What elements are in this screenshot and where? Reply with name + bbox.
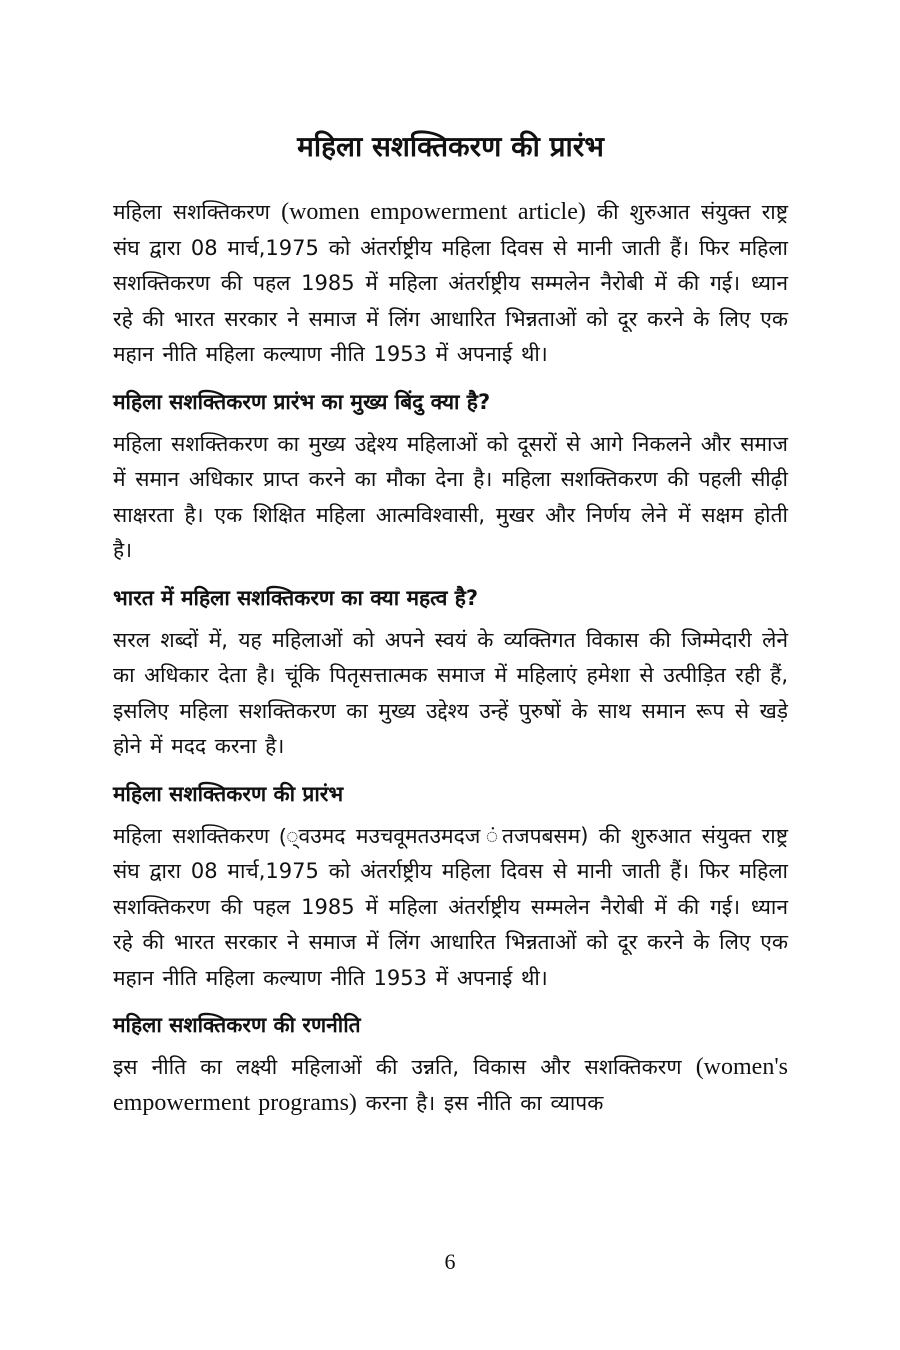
- section-paragraph-main-point: महिला सशक्तिकरण का मुख्य उद्देश्य महिलाओं को दूसरों से आगे निकलने और समाज में समान अधिकार प्राप्त करने का मौका देना है। महिला सशक्तिकरण की पहली सीढ़ी साक्षरता है। एक शिक्षित महिला आत्मविश्वासी, मुखर और निर्णय लेने में सक्षम होती है।: [113, 431, 788, 562]
- section-paragraph-strategy: [113, 1050, 788, 1121]
- section-heading-main-point: महिला सशक्तिकरण प्रारंभ का मुख्य बिंदु क्या है?: [113, 389, 491, 414]
- section-paragraph-beginning: महिला सशक्तिकरण (्वउमद मउचवूमतउमदज ंतजपबसम) की शुरुआत संयुक्त राष्ट्र संघ द्वारा 08 मार्च,1975 को अंतर्राष्ट्रीय महिला दिवस से मानी जाती हैं। फिर महिला सशक्तिकरण की पहल 1985 में महिला अंतर्राष्ट्रीय सम्मलेन नैरोबी में की गई। ध्यान रहे की भारत सरकार ने समाज में लिंग आधारित भिन्नताओं को दूर करने के लिए एक महान नीति महिला कल्याण नीति 1953 में अपनाई थी।: [113, 823, 788, 990]
- section-heading-strategy: महिला सशक्तिकरण की रणनीति: [113, 1013, 361, 1037]
- strategy-paragraph-post: करना है। इस नीति का व्यापक: [356, 1090, 604, 1115]
- page-body: [113, 125, 788, 1133]
- section-paragraph-importance: सरल शब्दों में, यह महिलाओं को अपने स्वयं के व्यक्तिगत विकास की जिम्मेदारी लेने का अधिकार देता है। चूंकि पितृसत्तात्मक समाज में महिलाएं हमेशा से उत्पीड़ित रही हैं, इसलिए महिला सशक्तिकरण का मुख्य उद्देश्य उन्हें पुरुषों के साथ समान रूप से खड़े होने में मदद करना है।: [113, 627, 788, 758]
- intro-paragraph-latin: (women empowerment article): [281, 199, 586, 225]
- section-heading-beginning: महिला सशक्तिकरण की प्रारंभ: [113, 781, 344, 806]
- page-number: 6: [444, 1249, 456, 1274]
- section-heading-importance: भारत में महिला सशक्तिकरण का क्या महत्व है?: [113, 585, 479, 610]
- strategy-paragraph-latin: (women's empowerment programs): [113, 1054, 788, 1116]
- page-title: महिला सशक्तिकरण की प्रारंभ: [297, 130, 604, 163]
- strategy-paragraph-pre: इस नीति का लक्ष्यी महिलाओं की उन्नति, विकास और सशक्तिकरण: [113, 1055, 696, 1079]
- intro-paragraph: [113, 195, 788, 373]
- intro-paragraph-post: की शुरुआत संयुक्त राष्ट्र संघ द्वारा 08 मार्च,1975 को अंतर्राष्ट्रीय महिला दिवस से मानी जाती हैं। फिर महिला सशक्तिकरण की पहल 1985 में महिला अंतर्राष्ट्रीय सम्मलेन नैरोबी में की गई। ध्यान रहे की भारत सरकार ने समाज में लिंग आधारित भिन्नताओं को दूर करने के लिए एक महान नीति महिला कल्याण नीति 1953 में अपनाई थी।: [113, 200, 789, 366]
- intro-paragraph-pre: महिला सशक्तिकरण: [113, 200, 282, 224]
